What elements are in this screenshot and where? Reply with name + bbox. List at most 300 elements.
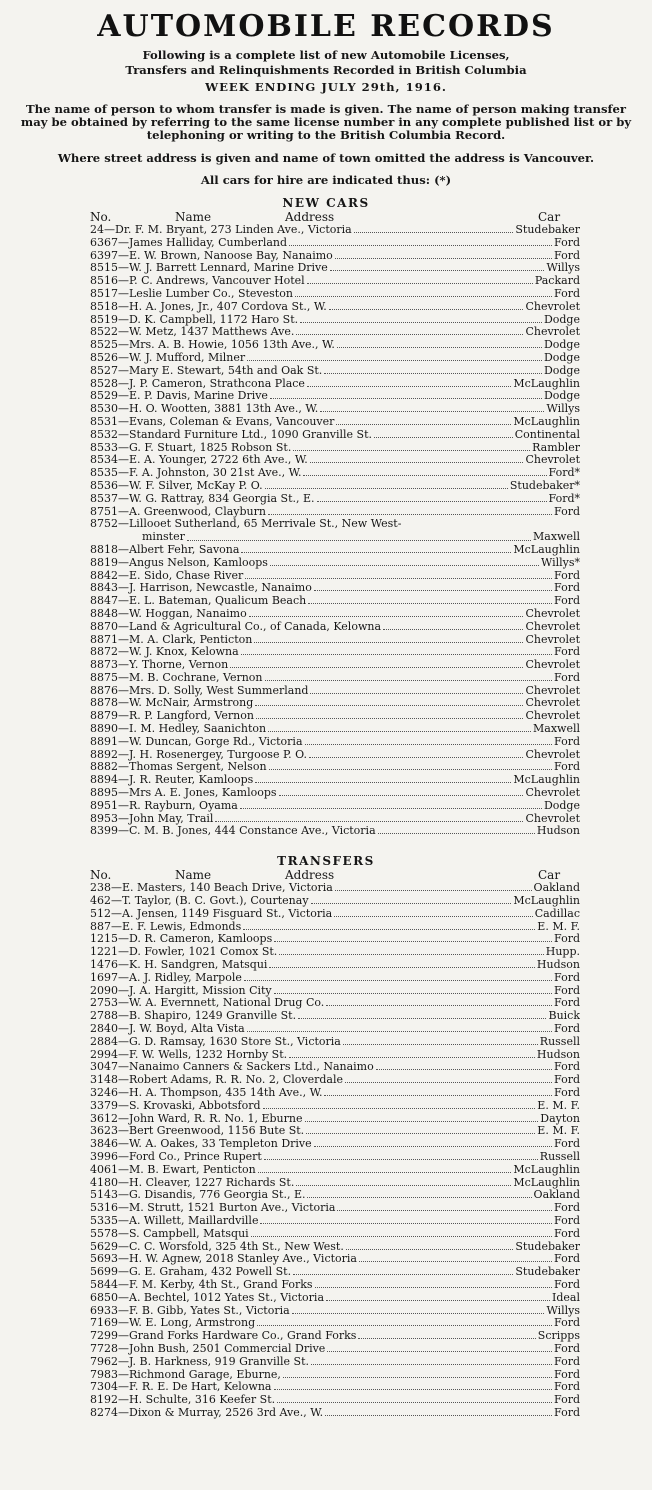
dot-leader (241, 552, 511, 553)
separator-dash: — (118, 1048, 129, 1061)
owner-name-address: K. H. Sandgren, Matsqui (129, 959, 268, 972)
separator-dash: — (118, 1189, 129, 1202)
page-title: AUTOMOBILE RECORDS (97, 9, 555, 44)
car-make: McLaughlin (513, 415, 580, 428)
owner-name-address: W. Metz, 1437 Matthews Ave. (129, 326, 295, 339)
license-number: 6367 (90, 236, 118, 249)
license-number: 2994 (90, 1048, 118, 1061)
dot-leader (264, 1159, 538, 1160)
separator-dash: — (118, 505, 129, 518)
dot-leader (274, 1389, 553, 1390)
list-item (90, 659, 580, 672)
dot-leader (289, 245, 552, 246)
separator-dash: — (118, 1214, 129, 1227)
dot-leader (296, 1185, 511, 1186)
list-item (90, 1215, 580, 1228)
car-make: McLaughlin (513, 895, 580, 908)
list-item (90, 1189, 580, 1202)
list-item (90, 813, 580, 826)
owner-name-address: W. Hoggan, Nanaimo (129, 607, 247, 620)
license-number: 8274 (90, 1406, 118, 1419)
new-cars-column-headers (90, 210, 580, 224)
separator-dash: — (118, 825, 129, 838)
new-cars-heading: NEW CARS (282, 196, 370, 210)
separator-dash: — (118, 543, 129, 556)
dot-leader (334, 916, 533, 917)
dot-leader (243, 929, 535, 930)
license-number: 3047 (90, 1061, 118, 1074)
owner-name-address: Mrs. A. B. Howie, 1056 13th Ave., W. (129, 339, 335, 352)
owner-name-address: F. M. Kerby, 4th St., Grand Forks (129, 1278, 313, 1291)
owner-name-address: H. A. Jones, Jr., 407 Cordova St., W. (129, 300, 327, 313)
dot-leader (265, 680, 553, 681)
dot-leader (187, 531, 531, 541)
separator-dash: — (118, 1138, 129, 1151)
dot-leader (345, 1082, 552, 1083)
license-number: 8526 (90, 351, 118, 364)
separator-dash: — (118, 287, 129, 300)
list-item (90, 224, 580, 237)
car-make: Chevrolet (525, 710, 580, 723)
owner-name-address: Leslie Lumber Co., Steveston (129, 287, 293, 300)
separator-dash: — (111, 907, 122, 920)
list-item (90, 997, 580, 1010)
car-make: Chevrolet (525, 607, 580, 620)
license-number: 512 (90, 907, 111, 920)
owner-name-address: E. W. Brown, Nanoose Bay, Nanaimo (129, 249, 333, 262)
car-make: Dodge (543, 351, 580, 364)
separator-dash: — (118, 582, 129, 595)
list-item (90, 1164, 580, 1177)
dot-leader (305, 744, 553, 745)
license-number: 8537 (90, 492, 118, 505)
separator-dash: — (118, 595, 129, 608)
separator-dash: — (118, 1291, 129, 1304)
list-item (90, 1177, 580, 1190)
license-number: 8873 (90, 659, 118, 672)
car-make: Willys (546, 262, 580, 275)
dot-leader (255, 782, 511, 783)
owner-name-address: P. C. Andrews, Vancouver Hotel (129, 275, 305, 288)
car-make: Chevrolet (525, 300, 580, 313)
license-number: 2090 (90, 984, 118, 997)
list-item (90, 774, 580, 787)
license-number: 7304 (90, 1381, 118, 1394)
owner-name-address: G. D. Ramsay, 1630 Store St., Victoria (129, 1035, 341, 1048)
license-number: 8536 (90, 479, 118, 492)
separator-dash: — (118, 946, 129, 959)
dot-leader (292, 1313, 545, 1314)
list-item (90, 1151, 580, 1164)
license-number: 8515 (90, 262, 118, 275)
car-make: Ford (554, 761, 580, 774)
owner-name-address: John May, Trail (129, 812, 214, 825)
list-item (90, 1407, 580, 1420)
separator-dash: — (118, 1099, 129, 1112)
owner-name-address: Albert Fehr, Savona (129, 543, 240, 556)
car-make: Packard (534, 275, 580, 288)
separator-dash: — (118, 774, 129, 787)
owner-name-address: F. W. Wells, 1232 Hornby St. (129, 1048, 288, 1061)
list-item (90, 582, 580, 595)
list-item (90, 672, 580, 685)
license-number: 2753 (90, 997, 118, 1010)
list-item (90, 429, 580, 442)
column-no: No. (90, 868, 112, 883)
separator-dash: — (118, 671, 129, 684)
license-number: 4180 (90, 1176, 118, 1189)
dot-leader (314, 590, 552, 591)
license-number: 8531 (90, 415, 118, 428)
separator-dash: — (118, 339, 129, 352)
separator-dash: — (118, 1163, 129, 1176)
owner-address-continuation: minster (142, 530, 185, 544)
dot-leader (230, 667, 523, 668)
license-number: 8532 (90, 428, 118, 441)
owner-name-address: W. F. Silver, McKay P. O. (129, 479, 263, 492)
car-make: Ford (554, 1394, 580, 1407)
list-item (90, 1279, 580, 1292)
list-item (90, 634, 580, 647)
dot-leader (324, 373, 542, 374)
car-make: Oakland (533, 1189, 580, 1202)
list-item (90, 1113, 580, 1126)
license-number: 5143 (90, 1189, 118, 1202)
transfers-list (90, 882, 580, 1419)
license-number: 3996 (90, 1150, 118, 1163)
car-make: Dodge (543, 313, 580, 326)
owner-name-address: Richmond Garage, Eburne, (129, 1368, 281, 1381)
license-number: 8953 (90, 812, 118, 825)
owner-name-address: Thomas Sergent, Nelson (129, 761, 267, 774)
dot-leader (343, 1044, 538, 1045)
dot-leader (268, 514, 552, 515)
owner-name-address: Nanaimo Canners & Sackers Ltd., Nanaimo (129, 1061, 374, 1074)
separator-dash: — (118, 441, 129, 454)
clipping-page (6, 6, 646, 1420)
dot-leader (269, 967, 534, 968)
car-make: Russell (539, 1150, 580, 1163)
license-number: 8530 (90, 403, 118, 416)
owner-name-address: James Halliday, Cumberland (129, 236, 288, 249)
owner-name-address: S. Krovaski, Abbotsford (129, 1099, 261, 1112)
list-item (90, 339, 580, 352)
column-name: Name (175, 868, 212, 883)
car-make: Rambler (532, 441, 580, 454)
list-item (90, 403, 580, 416)
dot-leader (298, 1018, 546, 1019)
license-number: 8895 (90, 787, 118, 800)
intro-line-1: Following is a complete list of new Automobile Licenses, (142, 48, 510, 62)
column-car: Car (538, 868, 561, 883)
license-number: 8528 (90, 377, 118, 390)
list-item (90, 1036, 580, 1049)
dot-leader (268, 731, 531, 732)
separator-dash: — (118, 390, 129, 403)
car-make: Ford (554, 1381, 580, 1394)
owner-name-address: A. J. Ridley, Marpole (129, 971, 242, 984)
list-item (90, 237, 580, 250)
owner-name-address: J. A. Hargitt, Mission City (129, 984, 272, 997)
list-item (90, 723, 580, 736)
owner-name-address: A. Greenwood, Clayburn (129, 505, 266, 518)
dot-leader (374, 437, 513, 438)
license-number: 2840 (90, 1023, 118, 1036)
car-make: Oakland (533, 882, 580, 895)
list-item (90, 685, 580, 698)
license-number: 8871 (90, 633, 118, 646)
owner-name-address: I. M. Hedley, Saanichton (129, 723, 267, 736)
transfer-note: The name of person to whom transfer is made is given. The name of person making transfer may be obtained by referring to the same license number in any complete published list or by telephoning or writing to the British Columbia Record. (20, 102, 632, 142)
owner-name-address: Land & Agricultural Co., of Canada, Kelowna (129, 620, 382, 633)
separator-dash: — (118, 275, 129, 288)
transfers-column-headers (90, 868, 580, 882)
owner-name-address: H. O. Wootten, 3881 13th Ave., W. (129, 403, 319, 416)
car-make: Ford (554, 984, 580, 997)
owner-name-address: A. Willett, Maillardville (129, 1214, 259, 1227)
separator-dash: — (118, 1087, 129, 1099)
owner-name-address: G. F. Stuart, 1825 Robson St. (129, 441, 292, 454)
owner-name-address: John Ward, R. R. No. 1, Eburne (129, 1112, 303, 1125)
owner-name-address: Dixon & Murray, 2526 3rd Ave., W. (129, 1406, 324, 1419)
car-make: Ford (554, 1214, 580, 1227)
list-item (90, 1305, 580, 1318)
dot-leader (240, 808, 542, 809)
separator-dash: — (118, 1074, 129, 1087)
car-make: Ford* (548, 492, 580, 505)
license-number: 3246 (90, 1087, 118, 1099)
owner-name-address: Lillooet Sutherland, 65 Merrivale St., New West- (129, 518, 402, 531)
dot-leader (378, 833, 535, 834)
list-item (90, 646, 580, 659)
separator-dash: — (118, 997, 129, 1010)
license-number: 8890 (90, 723, 118, 736)
car-make: Ford (554, 1061, 580, 1074)
owner-name-address: E. Sido, Chase River (129, 569, 244, 582)
license-number: 8818 (90, 543, 118, 556)
owner-name-address: A. Jensen, 1149 Fisguard St., Victoria (122, 907, 333, 920)
dot-leader (274, 941, 552, 942)
license-number: 8819 (90, 556, 118, 569)
dot-leader (307, 386, 511, 387)
separator-dash: — (118, 479, 129, 492)
list-item (90, 352, 580, 365)
owner-name-address: E. L. Bateman, Qualicum Beach (129, 595, 307, 608)
license-number: 3623 (90, 1125, 118, 1138)
separator-dash: — (118, 646, 129, 659)
dot-leader (325, 1415, 552, 1416)
dot-leader (346, 1249, 514, 1250)
owner-name-address: Dr. F. M. Bryant, 273 Linden Ave., Victoria (115, 224, 352, 236)
car-make: Ford (554, 236, 580, 249)
license-number: 5699 (90, 1266, 118, 1279)
list-item (90, 1138, 580, 1151)
owner-name-address: Mrs. D. Solly, West Summerland (129, 684, 309, 697)
dot-leader (260, 1223, 552, 1224)
separator-dash: — (118, 467, 129, 480)
separator-dash: — (118, 971, 129, 984)
list-item (90, 570, 580, 583)
license-number: 5335 (90, 1214, 118, 1227)
dot-leader (270, 398, 542, 399)
car-make: McLaughlin (513, 377, 580, 390)
dot-leader (336, 424, 511, 425)
owner-name-address: W. A. Evernnett, National Drug Co. (129, 997, 325, 1010)
car-make: Dodge (543, 339, 580, 352)
owner-name-address: J. R. Reuter, Kamloops (129, 774, 254, 787)
list-item (90, 800, 580, 813)
dot-leader (293, 450, 530, 451)
owner-name-address: G. E. Graham, 432 Powell St. (129, 1266, 292, 1279)
dot-leader (308, 603, 552, 604)
owner-name-address: T. Taylor, (B. C. Govt.), Courtenay (122, 895, 309, 908)
column-car: Car (538, 210, 561, 224)
list-item (90, 1356, 580, 1369)
new-cars-list (90, 224, 580, 838)
owner-name-address: W. J. Barrett Lennard, Marine Drive (129, 262, 328, 275)
list-item (90, 390, 580, 403)
separator-dash: — (118, 1304, 129, 1317)
car-make: Ford (554, 997, 580, 1010)
license-number: 1697 (90, 971, 118, 984)
separator-dash: — (118, 1368, 129, 1381)
transfers-heading: TRANSFERS (277, 854, 375, 869)
owner-name-address: Evans, Coleman & Evans, Vancouver (129, 415, 335, 428)
list-item (90, 557, 580, 570)
owner-name-address: C. M. B. Jones, 444 Constance Ave., Victoria (129, 825, 376, 838)
separator-dash: — (118, 1253, 129, 1266)
owner-name-address: Angus Nelson, Kamloops (129, 556, 268, 569)
separator-dash: — (118, 569, 129, 582)
dot-leader (255, 705, 523, 706)
separator-dash: — (118, 1278, 129, 1291)
owner-name-address: M. B. Cochrane, Vernon (129, 671, 263, 684)
column-address: Address (285, 868, 335, 883)
list-item (90, 1228, 580, 1241)
separator-dash: — (118, 933, 129, 946)
separator-dash: — (118, 1023, 129, 1036)
car-make: Chevrolet (525, 684, 580, 697)
dot-leader (307, 283, 533, 284)
car-make: Ford (554, 1227, 580, 1240)
owner-name-address: W. G. Rattray, 834 Georgia St., E. (129, 492, 315, 505)
license-number: 2884 (90, 1035, 118, 1048)
dot-leader (256, 718, 524, 719)
car-make: Hudson (536, 959, 580, 972)
license-number: 7728 (90, 1342, 118, 1355)
separator-dash: — (118, 620, 129, 633)
list-item (90, 761, 580, 774)
dot-leader (311, 903, 512, 904)
owner-name-address: M. A. Clark, Penticton (129, 633, 253, 646)
owner-name-address: E. A. Younger, 2722 6th Ave., W. (129, 454, 308, 467)
separator-dash: — (118, 262, 129, 275)
dot-leader (306, 1133, 535, 1134)
dot-leader (279, 954, 543, 955)
list-item (90, 1317, 580, 1330)
list-item (90, 1253, 580, 1266)
list-item (90, 1292, 580, 1305)
license-number: 8951 (90, 799, 118, 812)
list-item (90, 416, 580, 429)
separator-dash: — (118, 1176, 129, 1189)
car-make: Ford (554, 1074, 580, 1087)
car-make: Ford (554, 971, 580, 984)
owner-name-address: E. P. Davis, Marine Drive (129, 390, 268, 403)
column-address: Address (285, 210, 335, 224)
list-item (90, 908, 580, 921)
separator-dash: — (118, 556, 129, 569)
separator-dash: — (118, 787, 129, 800)
car-make: Chevrolet (525, 697, 580, 710)
list-item (90, 1266, 580, 1279)
list-item (90, 467, 580, 480)
list-item (90, 442, 580, 455)
dot-leader (337, 1210, 552, 1211)
car-make: Russell (539, 1035, 580, 1048)
separator-dash: — (118, 1406, 129, 1419)
list-item (90, 1343, 580, 1356)
license-number: 8878 (90, 697, 118, 710)
separator-dash: — (118, 684, 129, 697)
owner-name-address: H. Schulte, 316 Keefer St. (129, 1394, 276, 1407)
list-item (90, 1074, 580, 1087)
license-number: 238 (90, 882, 111, 895)
list-item (90, 1087, 580, 1100)
dot-leader (335, 258, 552, 259)
list-item (90, 493, 580, 506)
license-number: 1215 (90, 933, 118, 946)
car-make: Ford (554, 569, 580, 582)
car-make: Dodge (543, 390, 580, 403)
license-number: 8535 (90, 467, 118, 480)
list-item (90, 1202, 580, 1215)
separator-dash: — (111, 882, 122, 895)
separator-dash: — (118, 1125, 129, 1138)
license-number: 8879 (90, 710, 118, 723)
car-make: Continental (514, 428, 580, 441)
list-item (90, 787, 580, 800)
dot-leader (335, 890, 532, 891)
dot-leader (300, 322, 542, 323)
dot-leader (247, 360, 542, 361)
dot-leader (305, 1121, 539, 1122)
license-number: 8870 (90, 620, 118, 633)
list-item (90, 1241, 580, 1254)
owner-name-address: W. E. Long, Armstrong (129, 1317, 256, 1330)
list-item (90, 365, 580, 378)
owner-name-address: F. A. Johnston, 30 21st Ave., W. (129, 467, 302, 480)
car-make: Studebaker (515, 224, 580, 236)
separator-dash: — (118, 633, 129, 646)
car-make: Ford (554, 249, 580, 262)
list-item (90, 301, 580, 314)
owner-name-address: W. J. Knox, Kelowna (129, 646, 239, 659)
list-item (90, 250, 580, 263)
separator-dash: — (118, 1202, 129, 1215)
car-make: Ford (554, 505, 580, 518)
separator-dash: — (118, 1061, 129, 1074)
dot-leader (295, 296, 552, 297)
hire-note: All cars for hire are indicated thus: (*) (200, 173, 452, 187)
owner-name-address: Robert Adams, R. R. No. 2, Cloverdale (129, 1074, 344, 1087)
owner-name-address: J. W. Boyd, Alta Vista (129, 1023, 245, 1036)
license-number: 6933 (90, 1304, 118, 1317)
list-item (90, 1369, 580, 1382)
dot-leader (277, 1402, 552, 1403)
dot-leader (251, 1236, 552, 1237)
separator-dash: — (118, 1342, 129, 1355)
